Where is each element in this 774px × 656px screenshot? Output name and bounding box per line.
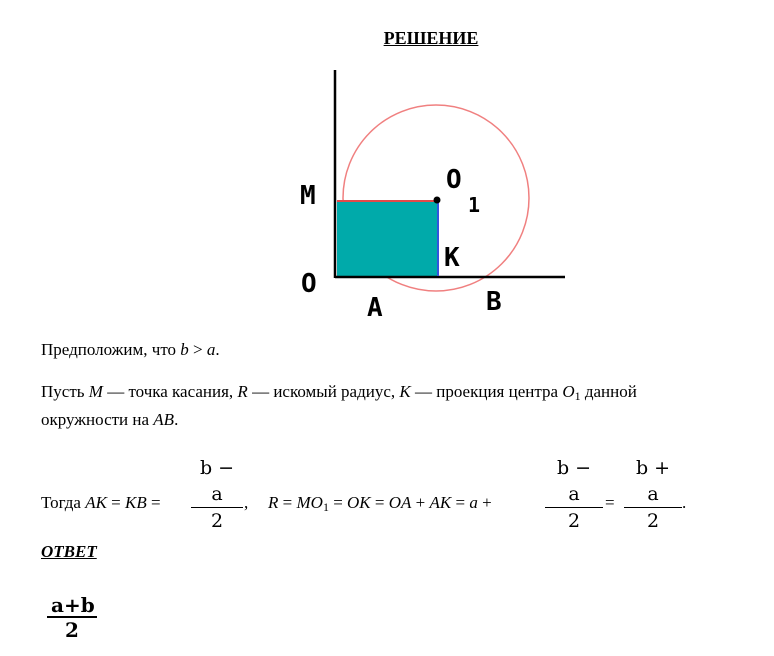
page-title: РЕШЕНИЕ <box>383 28 479 48</box>
center-point <box>434 197 441 204</box>
label-m: M <box>300 181 316 211</box>
equation-comma: , <box>244 493 249 512</box>
equation-line-start: Тогда AK = KB = <box>41 493 161 512</box>
label-o1: O <box>446 165 462 195</box>
label-o: O <box>301 269 317 299</box>
answer-title: ОТВЕТ <box>41 542 97 561</box>
equation-radius: $R = MO_1$ = OK = OA + AK = a + <box>268 493 492 514</box>
fraction-ak: $\frac{b - a}{2}$ <box>191 455 243 534</box>
equation-period: . <box>682 493 687 512</box>
shaded-square <box>337 201 437 276</box>
label-b: B <box>486 287 502 317</box>
label-a: A <box>367 293 383 323</box>
fraction-b-minus-a: $\frac{b - a}{2}$ <box>545 455 603 534</box>
label-o1-sub: 1 <box>468 193 481 217</box>
paragraph-definitions-line1: Пусть M — точка касания, R — искомый радиус, K — проекция центра $O_1$ данной <box>41 382 637 403</box>
geometry-diagram <box>290 60 580 325</box>
label-k: K <box>444 243 460 273</box>
equation-equals: = <box>605 493 615 512</box>
paragraph-assumption: Предположим, что b > a. <box>41 340 220 359</box>
answer-fraction: $\frac{a+b}{2}$ <box>47 594 97 642</box>
fraction-b-plus-a: $\frac{b + a}{2}$ <box>624 455 682 534</box>
paragraph-definitions-line2: окружности на AB. <box>41 410 179 429</box>
